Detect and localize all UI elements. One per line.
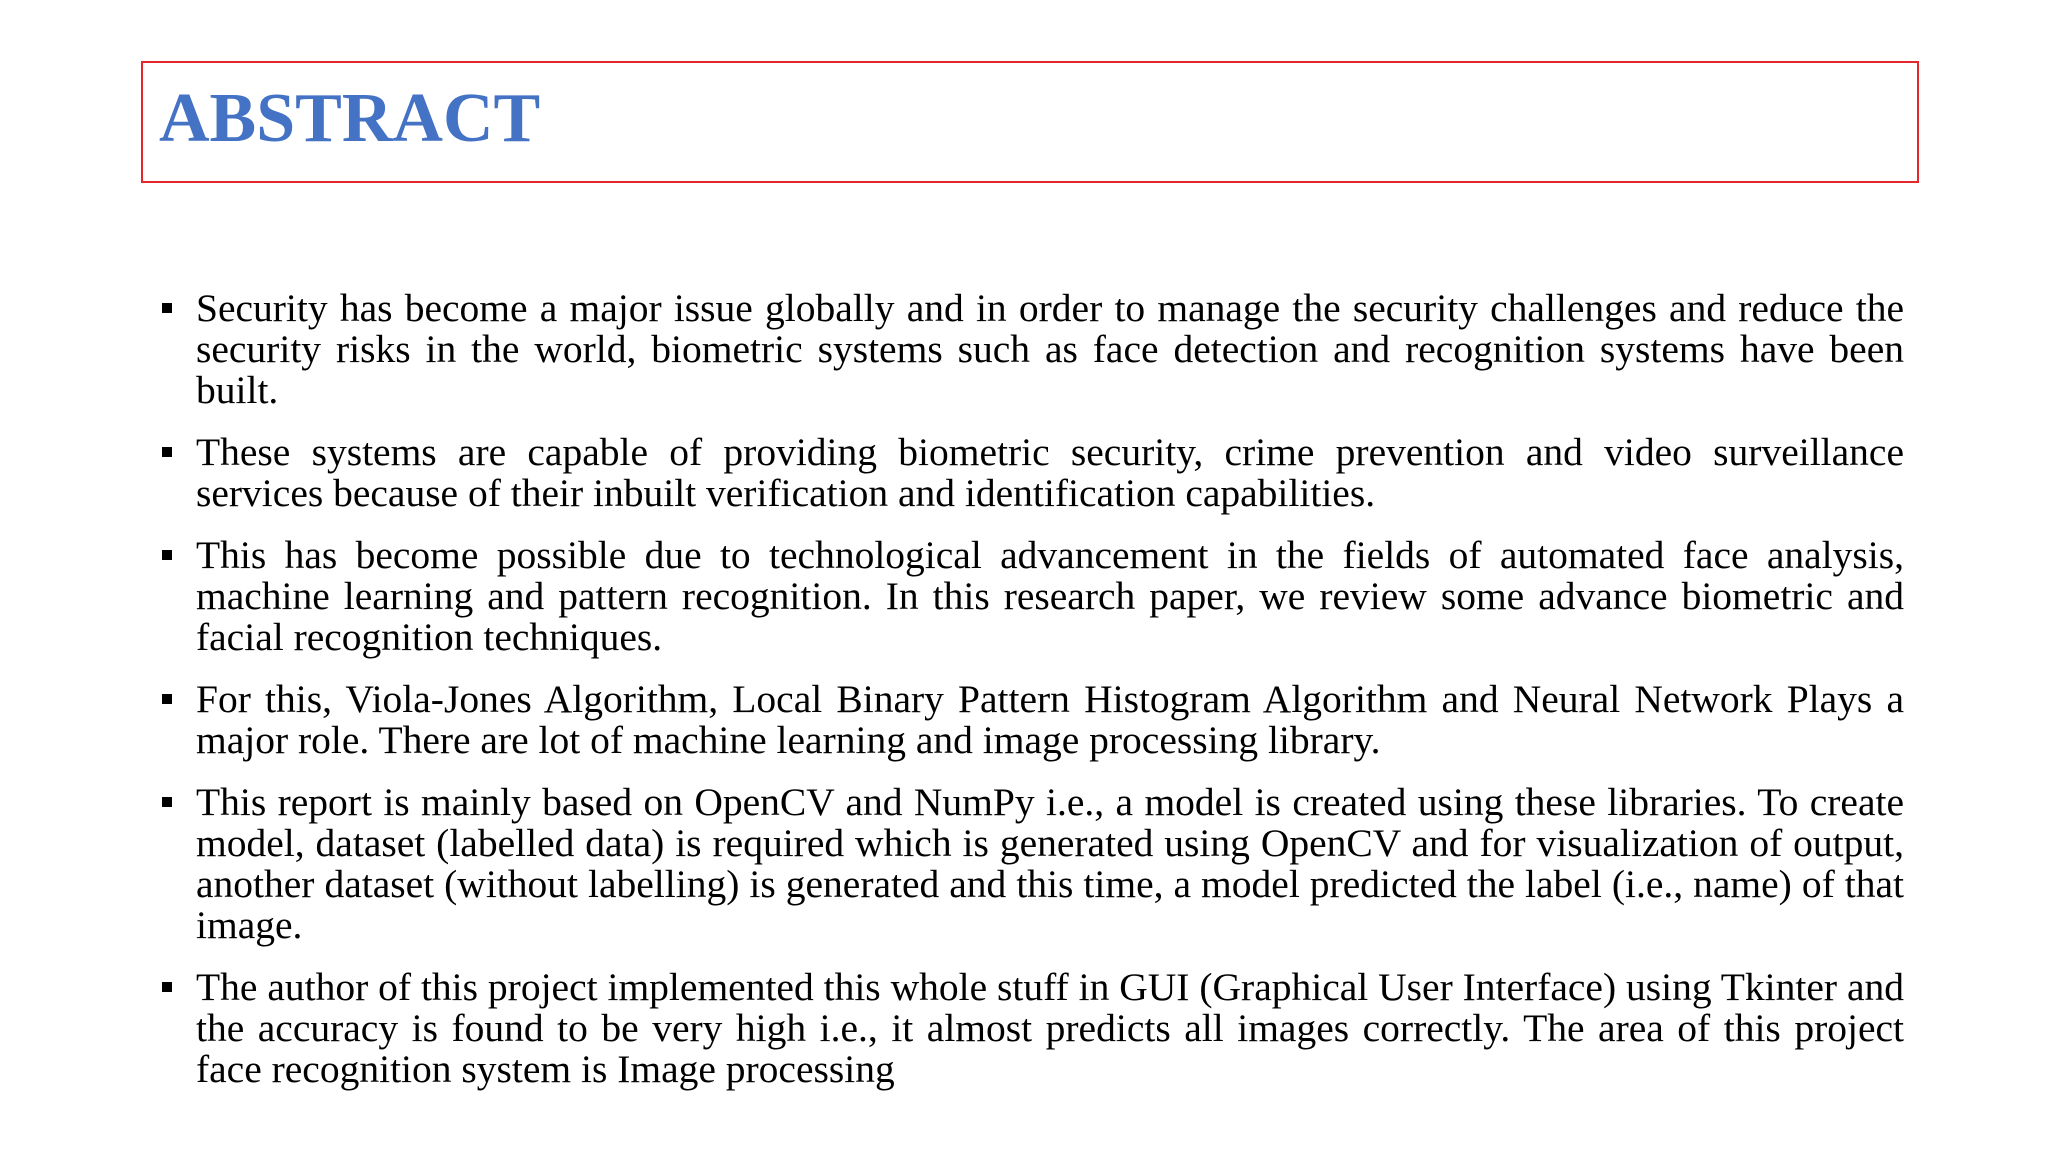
square-bullet-icon (162, 694, 172, 704)
bullet-text: For this, Viola-Jones Algorithm, Local Binary Pattern Histogram Algorithm and Neural Network Plays a major role. There are lot of machine learning and image processing library. (196, 677, 1904, 762)
bullet-item (160, 679, 1904, 761)
bullet-item (160, 967, 1904, 1090)
bullet-text: These systems are capable of providing biometric security, crime prevention and video surveillance services because of their inbuilt verification and identification capabilities. (196, 430, 1904, 515)
square-bullet-icon (162, 797, 172, 807)
bullet-item (160, 432, 1904, 514)
bullet-item (160, 288, 1904, 411)
title-box (141, 61, 1919, 183)
bullet-item (160, 535, 1904, 658)
bullet-text: The author of this project implemented this whole stuff in GUI (Graphical User Interface) using Tkinter and the accuracy is found to be very high i.e., it almost predicts all images correctly. The area of this project face recognition system is Image processing (196, 965, 1904, 1091)
bullet-text: This has become possible due to technological advancement in the fields of automated face analysis, machine learning and pattern recognition. In this research paper, we review some advance biometric and facial recognition techniques. (196, 533, 1904, 659)
bullet-item (160, 782, 1904, 946)
square-bullet-icon (162, 982, 172, 992)
slide-title: ABSTRACT (159, 80, 541, 157)
bullet-text: This report is mainly based on OpenCV and NumPy i.e., a model is created using these libraries. To create model, dataset (labelled data) is required which is generated using OpenCV and for visualization of output, another dataset (without labelling) is generated and this time, a model predicted the label (i.e., name) of that image. (196, 780, 1904, 947)
square-bullet-icon (162, 550, 172, 560)
bullet-text: Security has become a major issue globally and in order to manage the security challenges and reduce the security risks in the world, biometric systems such as face detection and recognition systems have been built. (196, 286, 1904, 412)
square-bullet-icon (162, 447, 172, 457)
bullet-list (160, 288, 1904, 1111)
square-bullet-icon (162, 303, 172, 313)
